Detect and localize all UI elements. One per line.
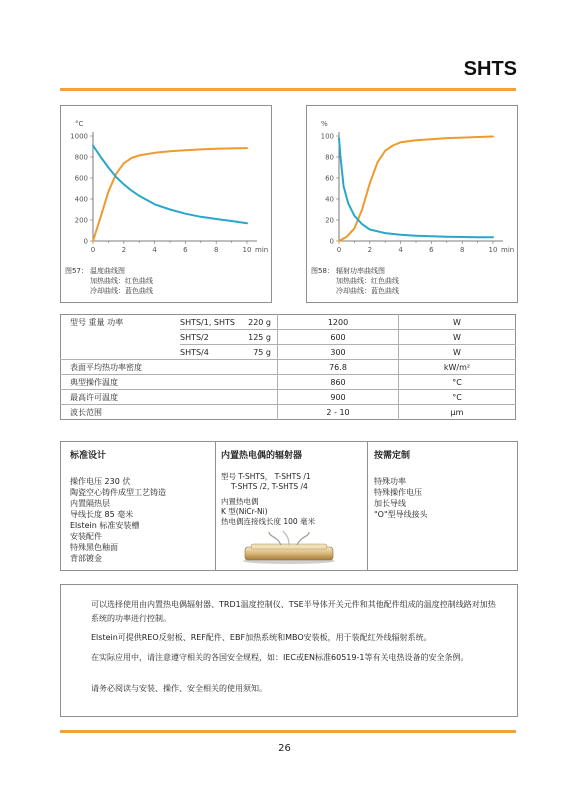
weight-cell: 75 g <box>238 345 278 360</box>
note-paragraph: Elstein可提供REO反射板、REF配件、EBF加热系统和MBO安装板，用于装配红外线辐射系统。 <box>91 633 432 642</box>
heater-emitter-illustration <box>239 530 339 566</box>
x-tick-label: 4 <box>152 246 157 254</box>
model-value: T-SHTS /1 <box>274 472 311 481</box>
top-accent-rule <box>60 88 516 91</box>
x-axis-unit: min <box>501 246 515 254</box>
list-item: 操作电压 230 伏 <box>70 477 131 486</box>
note-paragraph: 在实际应用中，请注意遵守相关的各国安全规程，如：IEC或EN标准60519-1等有关电热设备的安全条例。 <box>91 653 469 662</box>
table-row <box>61 375 516 390</box>
caption-line: 冷却曲线：蓝色曲线 <box>90 287 153 295</box>
x-tick-label: 6 <box>183 246 188 254</box>
x-tick-label: 10 <box>488 246 498 254</box>
power-cell: 1200 <box>278 315 399 330</box>
x-tick-label: 2 <box>121 246 127 254</box>
model-cell: SHTS/4 <box>180 345 238 360</box>
spec-value: 900 <box>278 390 399 405</box>
caption-line: 加热曲线：红色曲线 <box>336 277 399 285</box>
y-tick-label: 80 <box>325 153 334 162</box>
y-tick-label: 0 <box>329 237 334 246</box>
table-row <box>61 345 516 360</box>
list-item: 内置热电偶 <box>221 497 259 506</box>
model-value: T-SHTS /2, T-SHTS /4 <box>231 482 308 491</box>
unit-cell: W <box>399 330 516 345</box>
y-tick-label: 800 <box>74 153 88 162</box>
notes-box <box>60 584 518 717</box>
y-tick-label: 0 <box>83 237 88 246</box>
standard-design-title: 标准设计 <box>70 451 107 461</box>
spec-label: 典型操作温度 <box>61 375 278 390</box>
model-label: 型号 T-SHTS， <box>221 472 273 481</box>
weight-cell: 125 g <box>238 330 278 345</box>
radiant-power-chart-caption <box>311 266 399 296</box>
page-number: 26 <box>278 743 291 754</box>
spec-head: 型号 重量 功率 <box>70 317 124 327</box>
y-tick-label: 600 <box>74 174 88 183</box>
bottom-accent-rule <box>60 730 516 733</box>
y-tick-label: 400 <box>74 195 88 204</box>
series-line <box>339 138 493 237</box>
caption-line: 冷却曲线：蓝色曲线 <box>336 287 399 295</box>
y-tick-label: 1000 <box>70 132 88 141</box>
y-tick-label: 100 <box>320 132 334 141</box>
spec-unit: °C <box>399 390 516 405</box>
temperature-chart-panel <box>60 105 272 303</box>
unit-cell: W <box>399 345 516 360</box>
y-tick-label: 40 <box>325 195 334 204</box>
table-row <box>61 390 516 405</box>
model-cell: SHTS/1, SHTS <box>180 317 235 327</box>
table-row <box>61 360 516 375</box>
spec-unit: kW/m² <box>399 360 516 375</box>
x-tick-label: 2 <box>367 246 373 254</box>
x-tick-label: 10 <box>242 246 252 254</box>
list-item: 背部镀金 <box>70 554 102 563</box>
custom-column <box>374 442 514 570</box>
list-item: 热电偶连接线长度 100 毫米 <box>221 517 316 526</box>
spec-unit: °C <box>399 375 516 390</box>
y-tick-label: 200 <box>74 216 88 225</box>
x-tick-label: 0 <box>90 246 96 254</box>
caption-title: 辐射功率曲线图 <box>336 267 385 275</box>
temperature-chart-caption <box>65 266 153 296</box>
spec-label: 波长范围 <box>61 405 278 420</box>
list-item: 特殊功率 <box>374 477 406 486</box>
y-tick-label: 20 <box>325 216 334 225</box>
caption-title: 温度曲线图 <box>90 267 125 275</box>
spec-unit: µm <box>399 405 516 420</box>
radiant-power-chart-panel <box>306 105 518 303</box>
note-paragraph: 请务必阅读与安装、操作、安全相关的使用须知。 <box>91 684 267 693</box>
features-box <box>60 441 518 571</box>
spec-label: 最高许可温度 <box>61 390 278 405</box>
y-axis-unit: °C <box>75 120 84 128</box>
table-row <box>61 405 516 420</box>
caption-label: 图57： <box>65 267 88 275</box>
series-line <box>93 146 247 224</box>
spec-label: 表面平均热功率密度 <box>61 360 278 375</box>
list-item: "O"型导线接头 <box>374 510 428 519</box>
x-axis-unit: min <box>255 246 269 254</box>
spec-value: 2 - 10 <box>278 405 399 420</box>
list-item: 导线长度 85 毫米 <box>70 510 134 519</box>
thermocouple-column <box>221 442 361 570</box>
unit-cell: W <box>399 315 516 330</box>
power-cell: 300 <box>278 345 399 360</box>
spec-value: 76.8 <box>278 360 399 375</box>
caption-label: 图58： <box>311 267 334 275</box>
list-item: 陶瓷空心铸件成型工艺铸造 <box>70 488 166 497</box>
custom-title: 按需定制 <box>374 451 411 461</box>
list-item: K 型(NiCr-Ni) <box>221 507 268 516</box>
series-line <box>93 148 247 241</box>
x-tick-label: 8 <box>213 246 219 254</box>
x-tick-label: 0 <box>336 246 342 254</box>
table-row <box>61 315 516 330</box>
list-item: 特殊黑色釉面 <box>70 543 118 552</box>
list-item: 特殊操作电压 <box>374 488 422 497</box>
thermocouple-title: 内置热电偶的辐射器 <box>221 451 303 461</box>
page-title: SHTS <box>463 58 517 80</box>
list-item: 内置隔热层 <box>70 499 110 508</box>
weight-cell: 220 g <box>248 317 271 327</box>
spec-value: 860 <box>278 375 399 390</box>
y-axis-unit: % <box>321 120 328 128</box>
model-cell: SHTS/2 <box>180 330 238 345</box>
note-paragraph: 可以选择使用由内置热电偶辐射器、TRD1温度控制仪、TSE半导体开关元件和其他配件组成的温度控制线路对加热系统的功率进行控制。 <box>91 600 496 623</box>
x-tick-label: 4 <box>398 246 403 254</box>
standard-design-column <box>70 442 210 570</box>
power-cell: 600 <box>278 330 399 345</box>
x-tick-label: 8 <box>459 246 465 254</box>
list-item: Elstein 标准安装槽 <box>70 521 140 530</box>
column-divider <box>215 442 216 570</box>
caption-line: 加热曲线：红色曲线 <box>90 277 153 285</box>
spec-table <box>60 314 516 420</box>
x-tick-label: 6 <box>429 246 434 254</box>
list-item: 安装配件 <box>70 532 102 541</box>
table-row <box>61 330 516 345</box>
y-tick-label: 60 <box>325 174 334 183</box>
column-divider <box>367 442 368 570</box>
list-item: 加长导线 <box>374 499 406 508</box>
